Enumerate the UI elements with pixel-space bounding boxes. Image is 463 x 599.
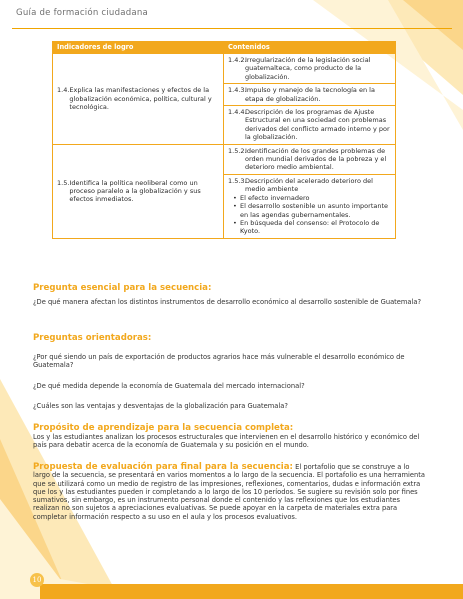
bullet-text: En búsqueda del consenso: el Protocolo de Kyoto. — [240, 218, 380, 236]
content-number: 1.5.3. — [228, 176, 247, 185]
guide-title: Guía de formación ciudadana — [16, 8, 148, 18]
evaluation-heading: Propuesta de evaluación para final para la secuencia: — [33, 462, 293, 472]
content-text: Descripción de los programas de Ajuste Estructural en una sociedad con problemas derivados del conflicto armado interno y por la globalización. — [245, 108, 390, 142]
guiding-questions-heading: Preguntas orientadoras: — [33, 333, 152, 343]
guiding-question: ¿Por qué siendo un país de exportación de productos agrarios hace más vulnerable el desarrollo económico de Guatemala? — [33, 353, 405, 370]
content-cell — [224, 106, 396, 145]
content-text: Irregularización de la legislación social guatemalteca, como producto de la globalización. — [245, 56, 371, 81]
learning-purpose-section — [33, 423, 425, 450]
column-header-indicators: Indicadores de logro — [53, 42, 224, 54]
column-header-contents: Contenidos — [224, 42, 396, 54]
content-cell — [224, 144, 396, 174]
content-table — [52, 41, 396, 239]
table-header-row — [53, 42, 396, 54]
running-header — [12, 4, 452, 32]
learning-purpose-heading: Propósito de aprendizaje para la secuencia completa: — [33, 423, 294, 433]
bullet-icon: • — [233, 202, 237, 211]
indicator-cell — [53, 144, 224, 238]
content-cell — [224, 84, 396, 106]
content-number: 1.5.2. — [228, 146, 247, 155]
content-number: 1.4.3. — [228, 86, 247, 95]
header-rule — [12, 28, 452, 29]
bullet-icon: • — [233, 218, 237, 227]
evaluation-section — [33, 463, 425, 521]
indicator-number: 1.4. — [57, 86, 70, 95]
essential-question-text: ¿De qué manera afectan los distintos instrumentos de desarrollo económico al desarrollo sostenible de Guatemala? — [33, 298, 422, 306]
guiding-question: ¿Cuáles son las ventajas y desventajas de la globalización para Guatemala? — [33, 402, 288, 410]
indicator-text: Explica las manifestaciones y efectos de la globalización económica, política, cultural y tecnológica. — [69, 86, 212, 112]
bullet-item — [228, 194, 392, 202]
content-number: 1.4.4. — [228, 108, 247, 117]
table-row — [53, 144, 396, 174]
guiding-question: ¿De qué medida depende la economía de Guatemala del mercado internacional? — [33, 382, 305, 390]
evaluation-text: El portafolio que se construye a lo largo de la secuencia, se presentará en varios momentos a lo largo de la secuencia. El portafolio es una herramienta que se utilizará como un medio de registro de las impresiones, reflexiones, comentarios, dudas e información extra que los y las estudiantes pueden ir completando a lo largo de los 10 períodos. Se sugiere su revisión solo por fines sumativos, sin embargo, es un instrumento personal donde el contenido y las reflexiones que los estudiantes realizan no son sujetos a apreciaciones evaluativas. Se puede apoyar en la carpeta de materiales extra para completar información respecto a su uso en el aula y los procesos evaluativos. — [33, 463, 425, 521]
footer-bar — [40, 584, 463, 599]
content-text: Descripción del acelerado deterioro del medio ambiente — [245, 176, 373, 194]
indicator-number: 1.5. — [57, 178, 70, 187]
content-text: Impulso y manejo de la tecnología en la etapa de globalización. — [245, 86, 375, 103]
content-cell — [224, 174, 396, 238]
guiding-questions-section — [33, 333, 425, 343]
bullet-text: El desarrollo sostenible un asunto importante en las agendas gubernamentales. — [240, 202, 389, 219]
content-cell — [224, 54, 396, 84]
bullet-item — [228, 202, 392, 219]
indicator-cell — [53, 54, 224, 145]
learning-purpose-text: Los y las estudiantes analizan los procesos estructurales que intervienen en el desarrollo histórico y económico del país para debatir acerca de la economía de Guatemala y su posición en el mundo. — [33, 433, 420, 450]
bullet-icon: • — [233, 193, 237, 202]
content-number: 1.4.2. — [228, 56, 247, 64]
bullet-item — [228, 219, 392, 236]
table-row — [53, 54, 396, 84]
page-number: 10 — [30, 573, 44, 587]
essential-question-heading: Pregunta esencial para la secuencia: — [33, 283, 212, 293]
essential-question-section — [33, 283, 425, 306]
bullet-text: El efecto invernadero — [240, 193, 310, 202]
content-text: Identificación de los grandes problemas de orden mundial derivados de la pobreza y el deterioro medio ambiental. — [245, 146, 387, 172]
indicator-text: Identifica la política neoliberal como un proceso paralelo a la globalización y sus efectos inmediatos. — [69, 178, 201, 204]
